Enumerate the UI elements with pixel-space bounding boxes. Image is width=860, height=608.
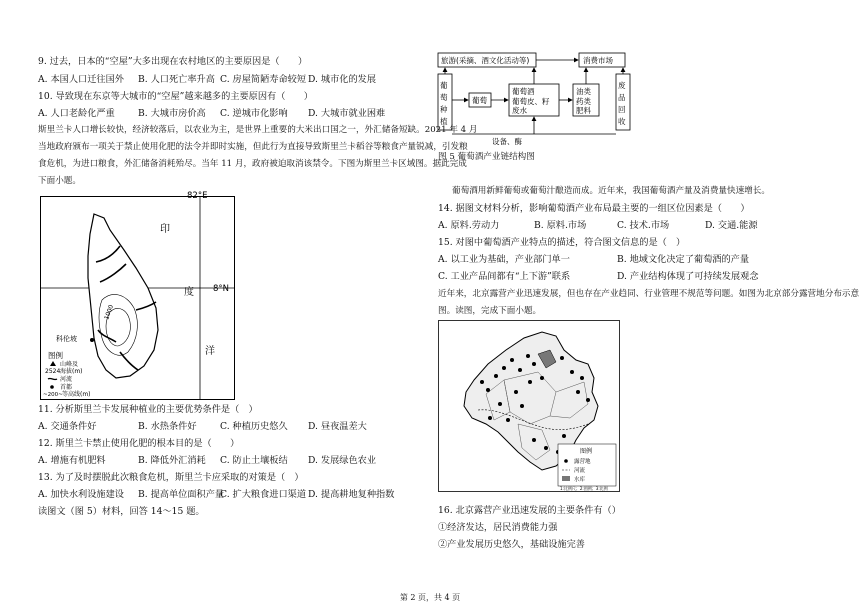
fertilizer-label: 肥料: [576, 106, 591, 115]
peel-seed-label: 葡萄皮、籽: [512, 97, 550, 106]
legend-capital-icon: [50, 385, 54, 389]
legend-river-label: 河流: [60, 376, 73, 383]
grape-label: 葡萄: [472, 96, 487, 105]
wine-chain-diagram: [436, 50, 636, 146]
q12-option-b[interactable]: B. 降低外汇消耗: [138, 455, 206, 466]
planting-char-3: 种: [440, 105, 448, 114]
q15-option-b[interactable]: B. 地域文化决定了葡萄酒的产量: [617, 254, 750, 265]
q10-option-d[interactable]: D. 大城市就业困难: [308, 108, 386, 119]
recycle-char-2: 品: [618, 93, 626, 102]
legend-peak-label-2: 海拔(m): [60, 368, 83, 375]
q10-stem: 10. 导致现在东京等大城市的“空屋”越来越多的主要原因有（ ）: [38, 91, 313, 102]
legend-capital-label: 首都: [60, 384, 73, 391]
q16-stem: 16. 北京露营产业迅速发展的主要条件有（）: [438, 505, 621, 516]
legend-campsite-label: 露营地: [574, 459, 591, 465]
q14-option-c[interactable]: C. 技术.市场: [617, 220, 670, 231]
legend-campsite-icon: [564, 459, 568, 463]
q11-option-d[interactable]: D. 昼夜温差大: [308, 421, 367, 432]
figure5-caption: 图 5 葡萄酒产业链结构图: [438, 152, 535, 162]
oil-label: 油类: [576, 87, 591, 96]
beijing-campsite-map: [438, 320, 620, 492]
q11-option-c[interactable]: C. 种植历史悠久: [220, 421, 288, 432]
passage-sri-lanka-line1: 斯里兰卡人口增长较快，经济较落后，以农业为主，是世界上重要的大米出口国之一，外汇储备短缺。2021 年 4 月: [38, 125, 478, 135]
q15-option-a[interactable]: A. 以工业为基础，产业部门单一: [438, 254, 570, 265]
q15-option-c[interactable]: C. 工业产品间都有“上下游”联系: [438, 271, 571, 282]
q9-option-d[interactable]: D. 城市化的发展: [308, 74, 377, 85]
q10-option-c[interactable]: C. 逆城市化影响: [220, 108, 288, 119]
wastewater-label: 废水: [512, 106, 527, 115]
medicine-label: 药类: [576, 97, 591, 106]
lat-label: 8°N: [213, 284, 230, 294]
q11-option-b[interactable]: B. 水热条件好: [138, 421, 197, 432]
legend-peak-label: 山峰及: [60, 361, 79, 368]
q16-item-1: ①经济发达，居民消费能力强: [438, 522, 558, 533]
q11-option-a[interactable]: A. 交通条件好: [38, 421, 97, 432]
q12-option-a[interactable]: A. 增施有机肥料: [38, 455, 106, 466]
legend-contour-value: ~200~: [43, 392, 63, 398]
recycle-char-1: 废: [618, 81, 626, 90]
q14-stem: 14. 据图文材料分析，影响葡萄酒产业布局最主要的一组区位因素是（ ）: [438, 203, 750, 214]
q13-option-a[interactable]: A. 加快水利设施建设: [38, 489, 124, 500]
lon-label: 82°E: [187, 191, 208, 201]
q15-stem: 15. 对图中葡萄酒产业特点的描述，符合图文信息的是（ ）: [438, 237, 686, 248]
passage-sri-lanka-line2: 当地政府颁布一项关于禁止使用化肥的法令并即时实施，但此行为直接导致斯里兰卡稻谷等粮食产量锐减，引发粮: [38, 142, 468, 152]
city-label: 科伦坡: [56, 335, 77, 343]
legend-reservoir-label: 水库: [574, 477, 586, 483]
legend-reservoir-icon: [562, 476, 570, 481]
sri-lanka-map: [40, 190, 235, 400]
q12-option-d[interactable]: D. 发展绿色农业: [308, 455, 377, 466]
planting-char-2: 萄: [440, 93, 448, 102]
recycle-char-4: 收: [618, 117, 626, 126]
page-footer: 第 2 页，共 4 页: [399, 593, 461, 602]
planting-char-4: 植: [440, 117, 448, 126]
sea-char-3: 洋: [205, 346, 215, 357]
market-label: 消费市场: [583, 56, 613, 65]
sea-char-1: 印: [160, 224, 170, 235]
q12-stem: 12. 斯里兰卡禁止使用化肥的根本目的是（ ）: [38, 438, 240, 449]
q14-option-d[interactable]: D. 交通.能源: [705, 220, 758, 231]
beijing-scale-note: 1:比例尺；2:图例；3:比例: [560, 486, 608, 491]
equipment-label: 设备、酶: [492, 137, 522, 146]
legend-contour-label: 等高线(m): [62, 391, 91, 398]
q14-option-b[interactable]: B. 原料.市场: [534, 220, 587, 231]
passage-beijing-line1: 近年来，北京露营产业迅速发展，但也存在产业趋同、行业管理不规范等问题。如图为北京部分露营地分布示意: [438, 289, 860, 299]
q9-option-a[interactable]: A. 本国人口迁往国外: [38, 74, 124, 85]
legend-peak-value: 2524: [45, 368, 61, 375]
contour-label: 1000: [103, 303, 116, 321]
beijing-legend-title: 图例: [580, 448, 593, 455]
wine-label: 葡萄酒: [512, 87, 535, 96]
passage-sri-lanka-line4: 下面小题。: [38, 176, 81, 186]
q13-option-b[interactable]: B. 提高单位面积产量: [138, 489, 225, 500]
passage-sri-lanka-line3: 食危机，为进口粮食，外汇储备消耗殆尽。当年 11 月，政府被迫取消该禁令。下图为斯里兰卡区域图。据此完成: [38, 159, 467, 169]
passage-figure5-intro: 读图文（图 5）材料，回答 14～15 题。: [38, 506, 205, 517]
q13-option-c[interactable]: C. 扩大粮食进口渠道: [220, 489, 307, 500]
q12-option-c[interactable]: C. 防止土壤板结: [220, 455, 288, 466]
sea-char-2: 度: [184, 287, 194, 298]
recycle-char-3: 回: [618, 105, 626, 114]
passage-wine: 葡萄酒用新鲜葡萄或葡萄汁酿造而成。近年来，我国葡萄酒产量及消费量快速增长。: [452, 186, 770, 196]
planting-char-1: 葡: [440, 81, 448, 90]
q15-option-d[interactable]: D. 产业结构体现了可持续发展观念: [617, 271, 759, 282]
q10-option-b[interactable]: B. 大城市房价高: [138, 108, 206, 119]
legend-river-label: 河流: [574, 468, 586, 474]
q9-option-b[interactable]: B. 人口死亡率升高: [138, 74, 215, 85]
q16-item-2: ②产业发展历史悠久，基础设施完善: [438, 539, 585, 550]
tourism-label: 旅游(采摘、酒文化活动等): [441, 56, 530, 65]
legend-title: 图例: [48, 351, 63, 360]
q13-option-d[interactable]: D. 提高耕地复种指数: [308, 489, 395, 500]
q9-stem: 9. 过去，日本的“空屋”大多出现在农村地区的主要原因是（ ）: [38, 56, 308, 67]
q14-option-a[interactable]: A. 原料.劳动力: [438, 220, 500, 231]
capital-marker: [90, 338, 94, 342]
q11-stem: 11. 分析斯里兰卡发展种植业的主要优势条件是（ ）: [38, 404, 258, 415]
q10-option-a[interactable]: A. 人口老龄化严重: [38, 108, 115, 119]
q9-option-c[interactable]: C. 房屋简陋寿命较短: [220, 74, 307, 85]
passage-beijing-line2: 图。读图，完成下面小题。: [438, 306, 542, 316]
q13-stem: 13. 为了及时摆脱此次粮食危机，斯里兰卡应采取的对策是（ ）: [38, 472, 304, 483]
